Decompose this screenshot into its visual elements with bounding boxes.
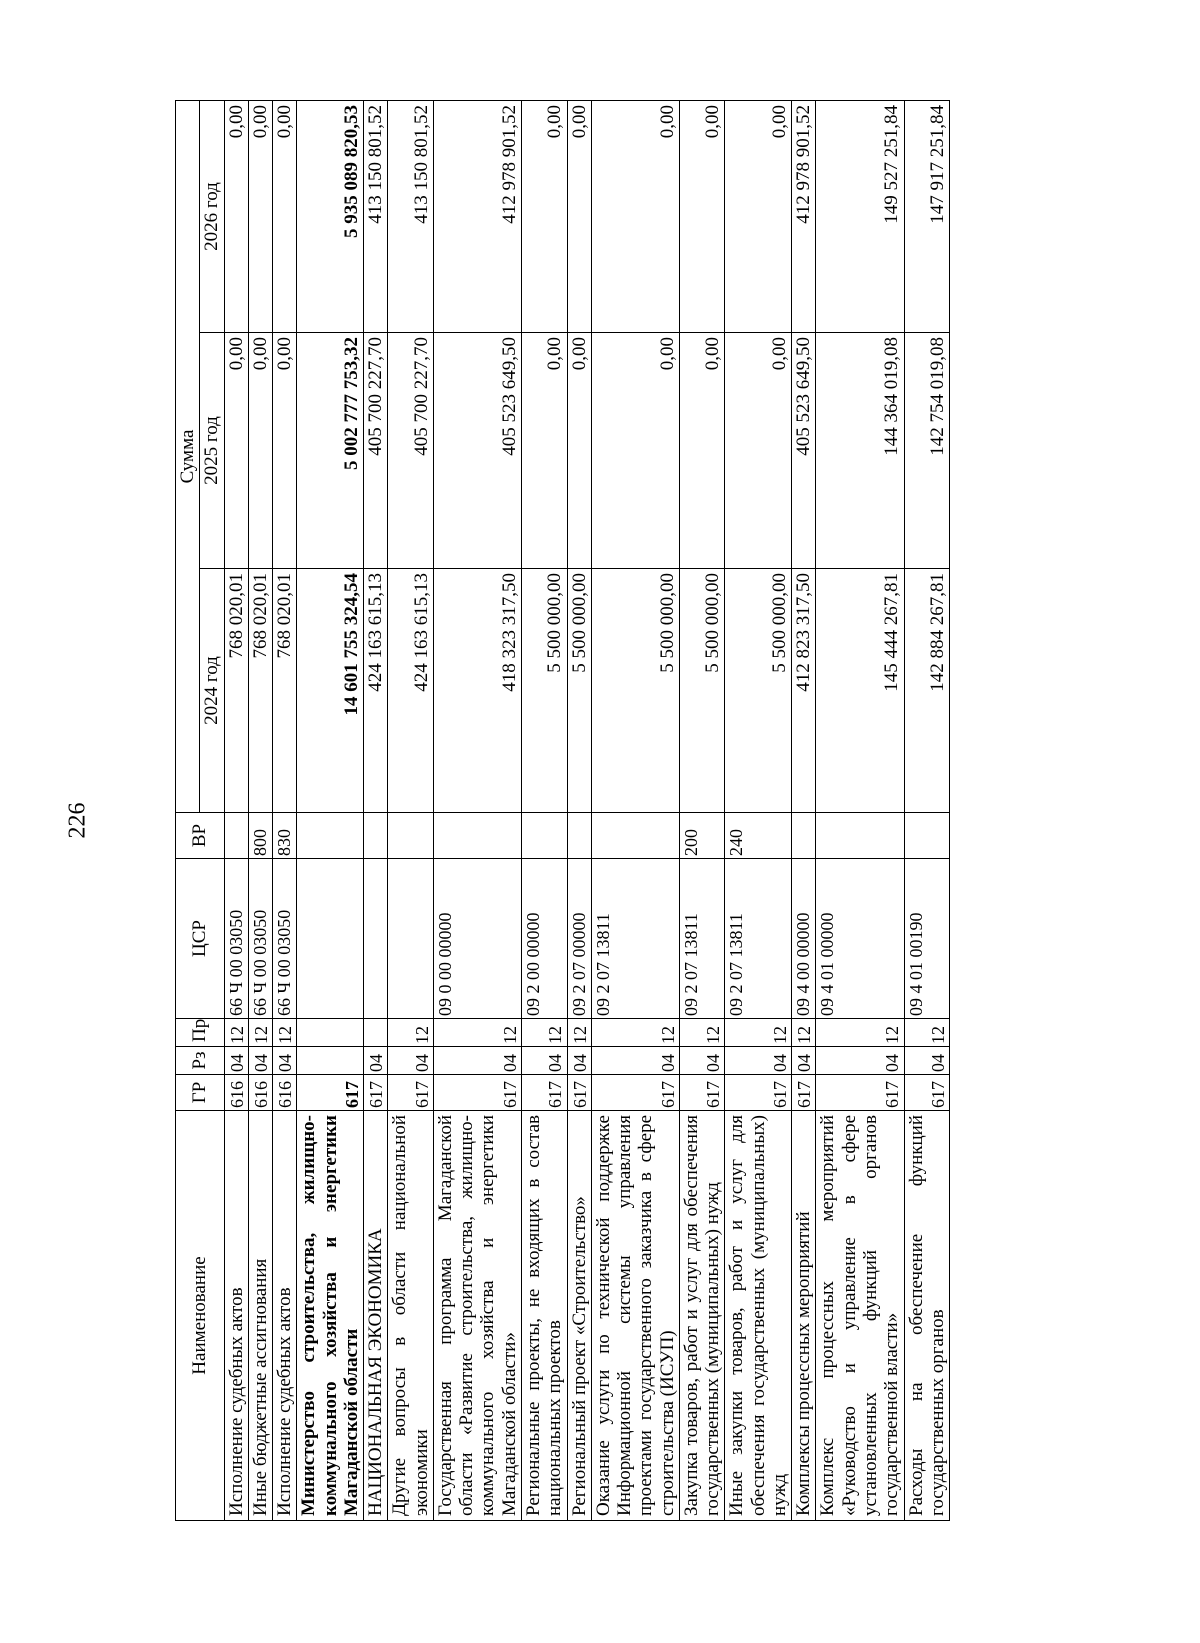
cell-pr: 12 <box>567 1019 591 1047</box>
cell-name: Расходы на обеспечение функций государственных органов <box>904 1111 950 1521</box>
cell-csr: 09 2 07 13811 <box>591 859 679 1019</box>
cell-pr: 12 <box>224 1019 248 1047</box>
cell-rz: 04 <box>388 1047 434 1075</box>
cell-name: Комплекс процессных мероприятий «Руководство и управление в сфере установленных функций органов государственной власти» <box>816 1111 904 1521</box>
cell-gr: 617 <box>567 1075 591 1111</box>
header-name: Наименование <box>176 1111 225 1521</box>
cell-csr <box>388 859 434 1019</box>
cell-csr: 66 Ч 00 03050 <box>273 859 297 1019</box>
cell-pr: 12 <box>816 1019 904 1047</box>
table-row <box>224 101 248 1521</box>
cell-2024: 424 163 615,13 <box>364 569 388 813</box>
cell-rz: 04 <box>248 1047 272 1075</box>
cell-rz: 04 <box>364 1047 388 1075</box>
cell-2026: 413 150 801,52 <box>388 101 434 333</box>
cell-name: Иные бюджетные ассигнования <box>248 1111 272 1521</box>
cell-csr <box>297 859 364 1019</box>
cell-csr: 09 2 00 00000 <box>521 859 567 1019</box>
header-vr: ВР <box>176 813 225 859</box>
cell-pr: 12 <box>273 1019 297 1047</box>
cell-csr: 09 2 07 13811 <box>679 859 725 1019</box>
cell-name: НАЦИОНАЛЬНАЯ ЭКОНОМИКА <box>364 1111 388 1521</box>
cell-2024: 14 601 755 324,54 <box>297 569 364 813</box>
cell-2024: 424 163 615,13 <box>388 569 434 813</box>
cell-2024: 768 020,01 <box>224 569 248 813</box>
cell-vr: 200 <box>679 813 725 859</box>
cell-rz: 04 <box>792 1047 816 1075</box>
cell-2025: 0,00 <box>725 333 792 569</box>
cell-vr <box>904 813 950 859</box>
cell-vr <box>567 813 591 859</box>
cell-vr: 800 <box>248 813 272 859</box>
cell-csr: 09 0 00 00000 <box>433 859 521 1019</box>
cell-pr: 12 <box>248 1019 272 1047</box>
cell-csr <box>364 859 388 1019</box>
table-row <box>388 101 434 1521</box>
table-row <box>433 101 521 1521</box>
header-sum: Сумма <box>176 101 200 813</box>
cell-gr: 617 <box>679 1075 725 1111</box>
cell-2024: 145 444 267,81 <box>816 569 904 813</box>
cell-pr: 12 <box>904 1019 950 1047</box>
table-row <box>591 101 679 1521</box>
cell-gr: 617 <box>433 1075 521 1111</box>
cell-pr: 12 <box>679 1019 725 1047</box>
cell-2024: 5 500 000,00 <box>567 569 591 813</box>
cell-name: Иные закупки товаров, работ и услуг для обеспечения государственных (муниципальных) нужд <box>725 1111 792 1521</box>
table-row <box>816 101 904 1521</box>
cell-2024: 768 020,01 <box>273 569 297 813</box>
table-row <box>364 101 388 1521</box>
cell-rz: 04 <box>273 1047 297 1075</box>
cell-vr <box>521 813 567 859</box>
cell-gr: 617 <box>904 1075 950 1111</box>
header-csr: ЦСР <box>176 859 225 1019</box>
cell-2026: 0,00 <box>521 101 567 333</box>
cell-2024: 412 823 317,50 <box>792 569 816 813</box>
cell-rz: 04 <box>816 1047 904 1075</box>
cell-2026: 149 527 251,84 <box>816 101 904 333</box>
cell-rz: 04 <box>591 1047 679 1075</box>
table-row <box>679 101 725 1521</box>
cell-2024: 5 500 000,00 <box>591 569 679 813</box>
header-2025: 2025 год <box>200 333 224 569</box>
cell-2025: 0,00 <box>679 333 725 569</box>
cell-2026: 0,00 <box>679 101 725 333</box>
cell-rz: 04 <box>433 1047 521 1075</box>
cell-2025: 5 002 777 753,32 <box>297 333 364 569</box>
cell-2026: 0,00 <box>591 101 679 333</box>
cell-name: Закупка товаров, работ и услуг для обеспечения государственных (муниципальных) нужд <box>679 1111 725 1521</box>
cell-2026: 412 978 901,52 <box>433 101 521 333</box>
table-body <box>224 101 950 1521</box>
cell-csr: 09 2 07 13811 <box>725 859 792 1019</box>
cell-gr: 617 <box>364 1075 388 1111</box>
cell-rz: 04 <box>567 1047 591 1075</box>
cell-2026: 5 935 089 820,53 <box>297 101 364 333</box>
cell-2025: 0,00 <box>224 333 248 569</box>
table-row <box>273 101 297 1521</box>
cell-vr <box>816 813 904 859</box>
cell-gr: 616 <box>273 1075 297 1111</box>
cell-name: Государственная программа Магаданской области «Развитие строительства, жилищно-коммунального хозяйства и энергетики Магаданской области» <box>433 1111 521 1521</box>
cell-2024: 768 020,01 <box>248 569 272 813</box>
cell-name: Региональные проекты, не входящих в состав национальных проектов <box>521 1111 567 1521</box>
header-pr: Пр <box>176 1019 225 1047</box>
cell-vr <box>433 813 521 859</box>
cell-2025: 0,00 <box>567 333 591 569</box>
cell-2025: 405 523 649,50 <box>792 333 816 569</box>
cell-2025: 0,00 <box>273 333 297 569</box>
cell-2024: 5 500 000,00 <box>725 569 792 813</box>
cell-rz: 04 <box>725 1047 792 1075</box>
cell-rz: 04 <box>679 1047 725 1075</box>
cell-rz: 04 <box>521 1047 567 1075</box>
header-gr: ГР <box>176 1075 225 1111</box>
cell-gr: 617 <box>521 1075 567 1111</box>
cell-2026: 412 978 901,52 <box>792 101 816 333</box>
cell-2024: 5 500 000,00 <box>521 569 567 813</box>
cell-name: Оказание услуги по технической поддержке Информационной системы управления проектами государственного заказчика в сфере строительства (ИСУП) <box>591 1111 679 1521</box>
cell-2025: 144 364 019,08 <box>816 333 904 569</box>
cell-name: Другие вопросы в области национальной экономики <box>388 1111 434 1521</box>
cell-2025: 0,00 <box>591 333 679 569</box>
header-2026: 2026 год <box>200 101 224 333</box>
cell-name: Министерство строительства, жилищно-коммунального хозяйства и энергетики Магаданской области <box>297 1111 364 1521</box>
cell-gr: 617 <box>792 1075 816 1111</box>
cell-2026: 0,00 <box>567 101 591 333</box>
cell-pr: 12 <box>591 1019 679 1047</box>
cell-2024: 142 884 267,81 <box>904 569 950 813</box>
cell-pr: 12 <box>433 1019 521 1047</box>
cell-pr <box>364 1019 388 1047</box>
table-row <box>567 101 591 1521</box>
header-row <box>176 101 200 1521</box>
cell-gr: 617 <box>725 1075 792 1111</box>
cell-pr: 12 <box>521 1019 567 1047</box>
cell-2026: 0,00 <box>224 101 248 333</box>
table-row <box>297 101 364 1521</box>
cell-2025: 405 523 649,50 <box>433 333 521 569</box>
cell-gr: 617 <box>297 1075 364 1111</box>
cell-2026: 0,00 <box>725 101 792 333</box>
cell-gr: 617 <box>816 1075 904 1111</box>
page-number: 226 <box>64 802 91 839</box>
cell-2024: 5 500 000,00 <box>679 569 725 813</box>
header-2024: 2024 год <box>200 569 224 813</box>
cell-gr: 616 <box>248 1075 272 1111</box>
cell-pr: 12 <box>792 1019 816 1047</box>
cell-name: Региональный проект «Строительство» <box>567 1111 591 1521</box>
cell-gr: 617 <box>388 1075 434 1111</box>
cell-vr <box>388 813 434 859</box>
cell-name: Исполнение судебных актов <box>224 1111 248 1521</box>
table-row <box>792 101 816 1521</box>
cell-name: Комплексы процессных мероприятий <box>792 1111 816 1521</box>
cell-name: Исполнение судебных актов <box>273 1111 297 1521</box>
cell-pr: 12 <box>388 1019 434 1047</box>
cell-csr: 09 4 01 00000 <box>816 859 904 1019</box>
cell-vr: 240 <box>725 813 792 859</box>
cell-vr <box>792 813 816 859</box>
cell-rz: 04 <box>904 1047 950 1075</box>
cell-2026: 0,00 <box>248 101 272 333</box>
cell-pr: 12 <box>725 1019 792 1047</box>
cell-2025: 0,00 <box>521 333 567 569</box>
table-row <box>904 101 950 1521</box>
cell-2025: 405 700 227,70 <box>364 333 388 569</box>
cell-2026: 0,00 <box>273 101 297 333</box>
cell-2025: 405 700 227,70 <box>388 333 434 569</box>
cell-2025: 142 754 019,08 <box>904 333 950 569</box>
cell-csr: 66 Ч 00 03050 <box>248 859 272 1019</box>
table-row <box>248 101 272 1521</box>
cell-csr: 09 4 00 00000 <box>792 859 816 1019</box>
cell-pr <box>297 1019 364 1047</box>
cell-vr: 830 <box>273 813 297 859</box>
header-rz: Рз <box>176 1047 225 1075</box>
cell-2026: 413 150 801,52 <box>364 101 388 333</box>
cell-csr: 66 Ч 00 03050 <box>224 859 248 1019</box>
rotated-table-wrapper <box>175 101 1025 1521</box>
cell-rz <box>297 1047 364 1075</box>
budget-table <box>175 100 950 1521</box>
cell-vr <box>591 813 679 859</box>
cell-2024: 418 323 317,50 <box>433 569 521 813</box>
table-row <box>725 101 792 1521</box>
cell-gr: 617 <box>591 1075 679 1111</box>
cell-vr <box>224 813 248 859</box>
cell-2025: 0,00 <box>248 333 272 569</box>
table-row <box>521 101 567 1521</box>
cell-csr: 09 2 07 00000 <box>567 859 591 1019</box>
cell-vr <box>364 813 388 859</box>
cell-vr <box>297 813 364 859</box>
cell-rz: 04 <box>224 1047 248 1075</box>
cell-2026: 147 917 251,84 <box>904 101 950 333</box>
cell-gr: 616 <box>224 1075 248 1111</box>
cell-csr: 09 4 01 00190 <box>904 859 950 1019</box>
